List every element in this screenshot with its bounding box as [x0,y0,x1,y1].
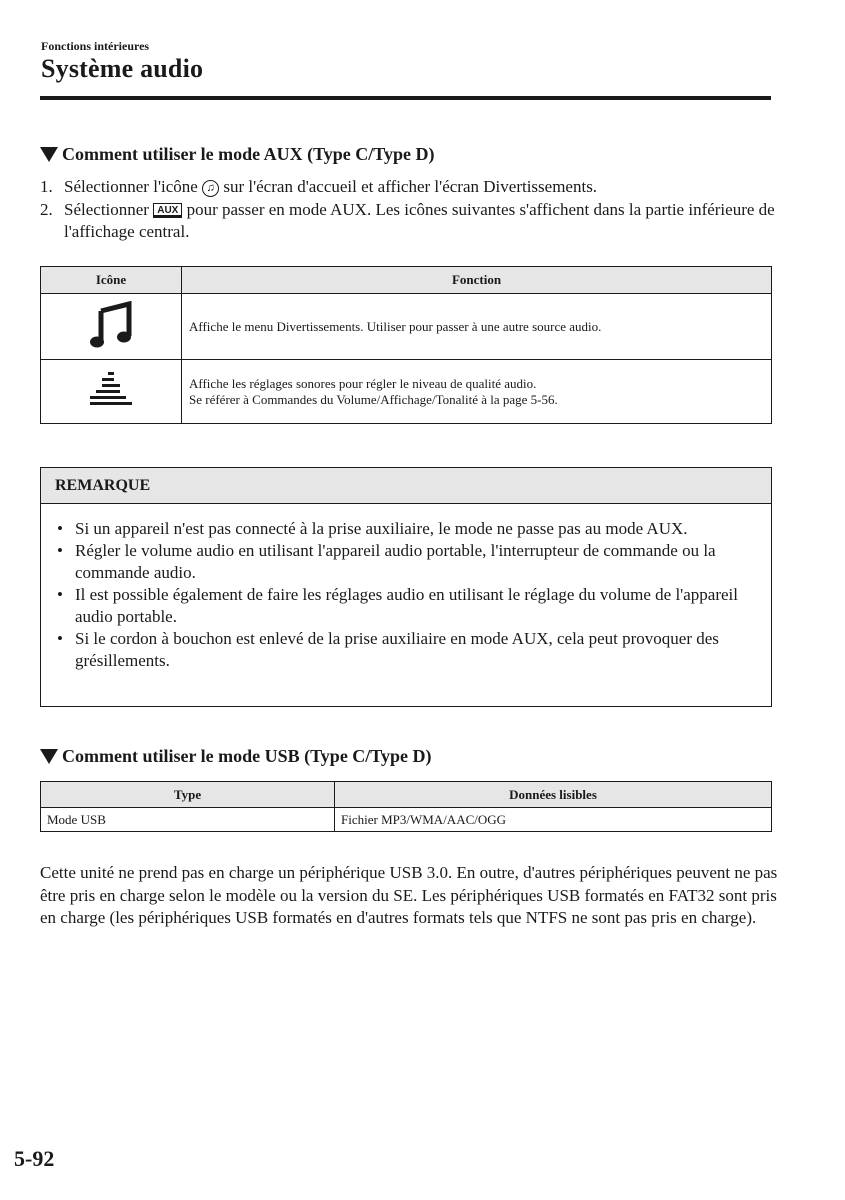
triangle-marker-icon [40,749,58,764]
list-item [57,584,771,628]
usb-table [40,781,772,832]
bullet-marker: • [57,629,63,648]
list-item-text: Si le cordon à bouchon est enlevé de la prise auxiliaire en mode AUX, cela peut provoquer des grésillements. [75,629,719,670]
aux-icon-table [40,266,772,424]
usb-heading-text: Comment utiliser le mode USB (Type C/Type D) [62,746,432,766]
step-text [64,199,780,244]
step-text [64,176,597,199]
aux-heading [40,144,434,165]
column-header-type: Type [41,782,335,808]
triangle-marker-icon [40,147,58,162]
column-header-data: Données lisibles [335,782,772,808]
page-number: 5-92 [14,1146,55,1171]
aux-button-symbol: AUX [153,203,182,218]
title-divider [40,96,771,100]
equalizer-icon [87,368,135,412]
note-box [40,467,772,707]
list-item [57,518,771,540]
list-item-text: Si un appareil n'est pas connecté à la prise auxiliaire, le mode ne passe pas au mode AUX. [75,519,688,538]
music-note-icon [89,301,133,349]
section-label: Fonctions intérieures [41,39,150,53]
function-cell [182,360,772,424]
step-1 [40,176,780,199]
step-2 [40,199,780,244]
step-text-after: pour passer en mode AUX. Les icônes suivantes s'affichent dans la partie inférieure de l'affichage central. [64,199,775,241]
table-row [41,360,772,424]
function-line: Se référer à Commandes du Volume/Affichage/Tonalité à la page 5-56. [189,391,558,407]
column-header-icon: Icône [41,267,182,294]
icon-cell [41,294,182,360]
aux-heading-text: Comment utiliser le mode AUX (Type C/Type D) [62,144,435,164]
type-cell: Mode USB [41,808,335,832]
table-header-row [41,267,772,294]
usb-heading [40,746,431,767]
list-item-text: Il est possible également de faire les réglages audio en utilisant le réglage du volume de l'appareil audio portable. [75,585,738,626]
data-cell: Fichier MP3/WMA/AAC/OGG [335,808,772,832]
column-header-function: Fonction [182,267,772,294]
music-note-icon: ♫ [202,180,219,197]
step-text-before: Sélectionner [64,199,154,219]
icon-cell [41,360,182,424]
page-title: Système audio [41,54,204,83]
function-line: Affiche les réglages sonores pour régler le niveau de qualité audio. [189,375,537,391]
bullet-marker: • [57,519,63,538]
step-text-before: Sélectionner l'icône [64,177,203,196]
note-title: REMARQUE [41,468,771,504]
step-number: 1. [40,177,53,196]
usb-paragraph: Cette unité ne prend pas en charge un périphérique USB 3.0. En outre, d'autres périphériques peuvent ne pas être pris en charge selon le modèle ou la version du SE. Les périphériques USB formatés en FAT32 sont pris en charge (les périphériques USB formatés en d'autres formats tels que NTFS ne sont pas pris en charge). [40,863,778,927]
note-list [41,504,771,672]
step-text-after: sur l'écran d'accueil et afficher l'écran Divertissements. [219,177,598,196]
list-item [57,628,771,672]
bullet-marker: • [57,541,63,560]
table-row [41,294,772,360]
list-item [57,540,771,584]
table-header-row [41,782,772,808]
aux-steps [40,176,780,244]
function-cell: Affiche le menu Divertissements. Utiliser pour passer à une autre source audio. [182,294,772,360]
step-number: 2. [40,199,53,219]
table-row [41,808,772,832]
list-item-text: Régler le volume audio en utilisant l'appareil audio portable, l'interrupteur de commande ou la commande audio. [75,541,716,582]
bullet-marker: • [57,585,63,604]
